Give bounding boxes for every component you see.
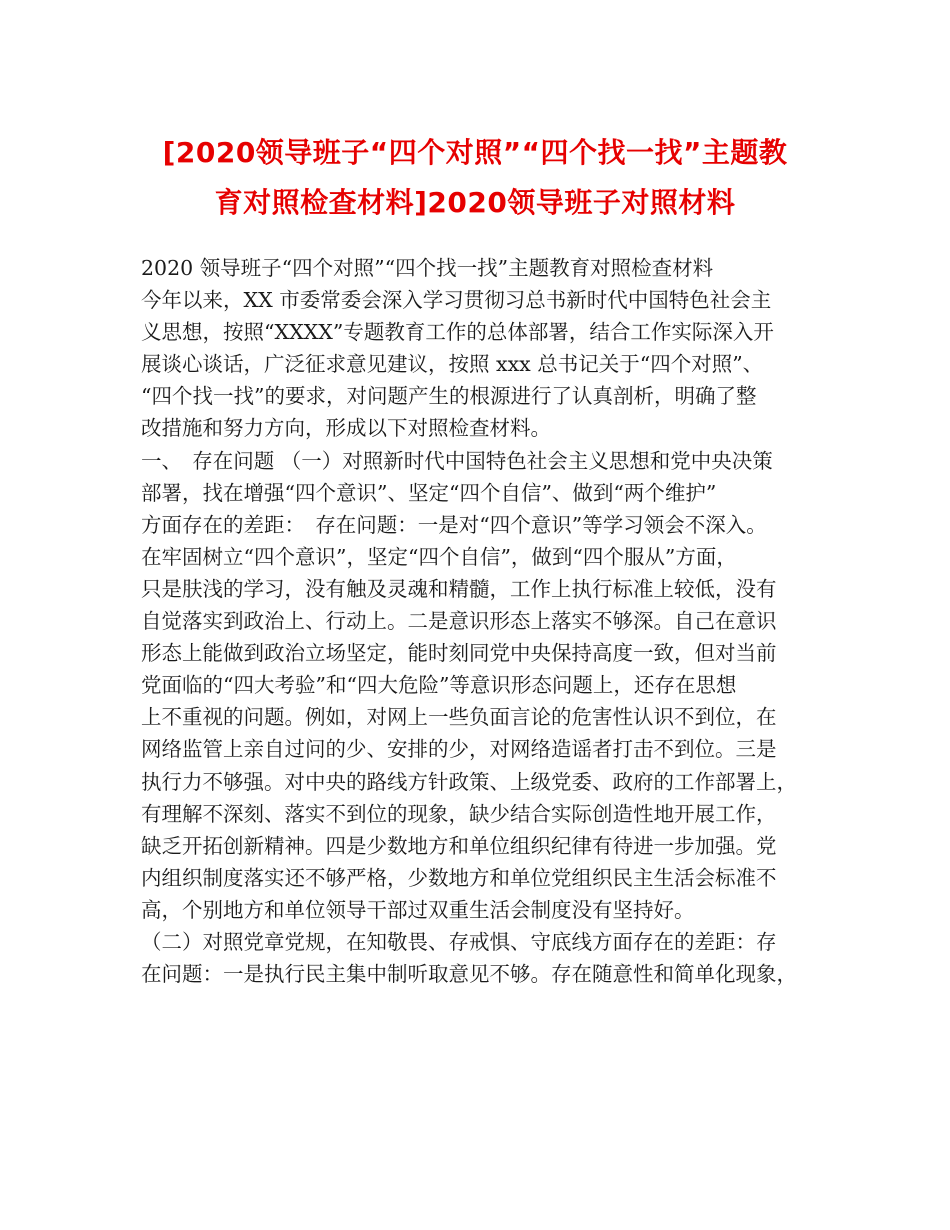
document-title (120, 128, 830, 228)
body-line: 展谈心谈话，广泛征求意见建议，按照 xxx 总书记关于“四个对照”、 (141, 352, 764, 377)
body-line: 网络监管上亲自过问的少、安排的少，对网络造谣者打击不到位。三是 (141, 737, 777, 762)
body-line: 方面存在的差距： 存在问题：一是对“四个意识”等学习领会不深入。 (141, 512, 767, 537)
body-line: 上不重视的问题。例如，对网上一些负面言论的危害性认识不到位，在 (141, 705, 777, 730)
body-line: 执行力不够强。对中央的路线方针政策、上级党委、政府的工作部署上， (141, 769, 797, 794)
body-line: 今年以来，XX 市委常委会深入学习贯彻习总书新时代中国特色社会主 (141, 288, 772, 313)
body-line: “四个找一找”的要求，对问题产生的根源进行了认真剖析，明确了整 (141, 384, 757, 409)
body-line: 形态上能做到政治立场坚定，能时刻同党中央保持高度一致，但对当前 (141, 641, 777, 666)
body-line: 部署，找在增强“四个意识”、坚定“四个自信”、做到“两个维护” (141, 480, 717, 505)
body-line: 在牢固树立“四个意识”，坚定“四个自信”，做到“四个服从”方面， (141, 544, 737, 569)
body-line: 只是肤浅的学习，没有触及灵魂和精髓，工作上执行标准上较低，没有 (141, 576, 777, 601)
body-line: 一、 存在问题 （一）对照新时代中国特色社会主义思想和党中央决策 (141, 448, 773, 473)
title-line-1: [2020领导班子“四个对照”“四个找一找”主题教 (162, 136, 788, 169)
body-line: （二）对照党章党规，在知敬畏、存戒惧、守底线方面存在的差距：存 (141, 929, 777, 954)
body-line: 2020 领导班子“四个对照”“四个找一找”主题教育对照检查材料 (141, 256, 714, 280)
body-line: 党面临的“四大考验”和“四大危险”等意识形态问题上，还存在思想 (141, 673, 737, 698)
body-line: 义思想，按照“XXXX”专题教育工作的总体部署，结合工作实际深入开 (141, 320, 774, 345)
body-line: 内组织制度落实还不够严格，少数地方和单位党组织民主生活会标准不 (141, 865, 777, 890)
body-line: 缺乏开拓创新精神。四是少数地方和单位组织纪律有待进一步加强。党 (141, 833, 777, 858)
body-line: 在问题：一是执行民主集中制听取意见不够。存在随意性和简单化现象， (141, 962, 797, 987)
document-body (141, 252, 831, 990)
body-line: 改措施和努力方向，形成以下对照检查材料。 (141, 416, 551, 441)
title-line-2: 育对照检查材料]2020领导班子对照材料 (214, 186, 736, 219)
body-line: 自觉落实到政治上、行动上。二是意识形态上落实不够深。自己在意识 (141, 609, 777, 634)
body-line: 有理解不深刻、落实不到位的现象，缺少结合实际创造性地开展工作， (141, 801, 777, 826)
body-line: 高，个别地方和单位领导干部过双重生活会制度没有坚持好。 (141, 897, 695, 922)
